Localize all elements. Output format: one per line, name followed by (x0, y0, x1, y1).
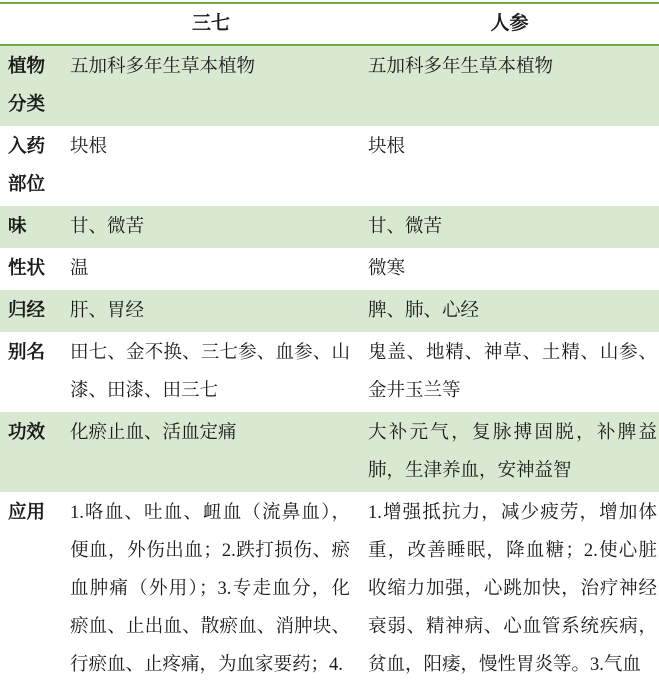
sanqi-cell: 五加科多年生草本植物 (70, 57, 256, 77)
row-label: 功效 (8, 423, 46, 443)
table-row-nature (0, 248, 659, 290)
table-row-plant-class (0, 46, 659, 126)
row-label: 归经 (8, 301, 46, 321)
renshen-cell: 大补元气，复脉搏固脱，补脾益肺，生津养血，安神益智 (368, 423, 657, 481)
renshen-cell: 块根 (368, 137, 406, 157)
renshen-cell: 甘、微苦 (368, 217, 443, 237)
column-header-sanqi: 三七 (191, 13, 230, 34)
renshen-cell: 微寒 (368, 259, 406, 279)
table-row-medicinal-part (0, 126, 659, 206)
sanqi-cell: 肝、胃经 (70, 301, 145, 321)
renshen-cell: 脾、肺、心经 (368, 301, 480, 321)
renshen-cell: 鬼盖、地精、神草、土精、山参、金井玉兰等 (368, 343, 657, 401)
sanqi-cell: 化瘀止血、活血定痛 (70, 423, 237, 443)
renshen-cell: 1.增强抵抗力，减少疲劳，增加体重，改善睡眠，降血糖；2.使心脏收缩力加强，心跳加快，治疗神经衰弱、精神病、心血管系统疾病，贫血，阳痿，慢性胃炎等。3.气血 (368, 503, 657, 675)
column-header-renshen: 人参 (490, 13, 529, 34)
table-header-row (0, 4, 659, 44)
herb-comparison-table (0, 2, 659, 685)
row-label: 别名 (8, 343, 46, 363)
row-label: 味 (8, 217, 27, 237)
sanqi-cell: 甘、微苦 (70, 217, 145, 237)
sanqi-cell: 温 (70, 259, 89, 279)
renshen-cell: 五加科多年生草本植物 (368, 57, 554, 77)
table-body (0, 46, 659, 685)
sanqi-cell: 块根 (70, 137, 108, 157)
table-row-aliases (0, 332, 659, 412)
table-row-effects (0, 412, 659, 492)
table-row-applications (0, 492, 659, 685)
row-label: 性状 (8, 259, 46, 279)
table-row-meridian (0, 290, 659, 332)
sanqi-cell: 1.咯血、吐血、衄血（流鼻血），便血，外伤出血；2.跌打损伤、瘀血肿痛（外用）；3.专走血分，化瘀血、止出血、散瘀血、消肿块、行瘀血、止疼痛，为血家要药；4. (70, 503, 350, 675)
sanqi-cell: 田七、金不换、三七参、血参、山漆、田漆、田三七 (70, 343, 350, 401)
table-row-taste (0, 206, 659, 248)
row-label: 入药部位 (8, 137, 46, 195)
row-label: 植物分类 (8, 57, 46, 115)
row-label: 应用 (8, 503, 46, 523)
